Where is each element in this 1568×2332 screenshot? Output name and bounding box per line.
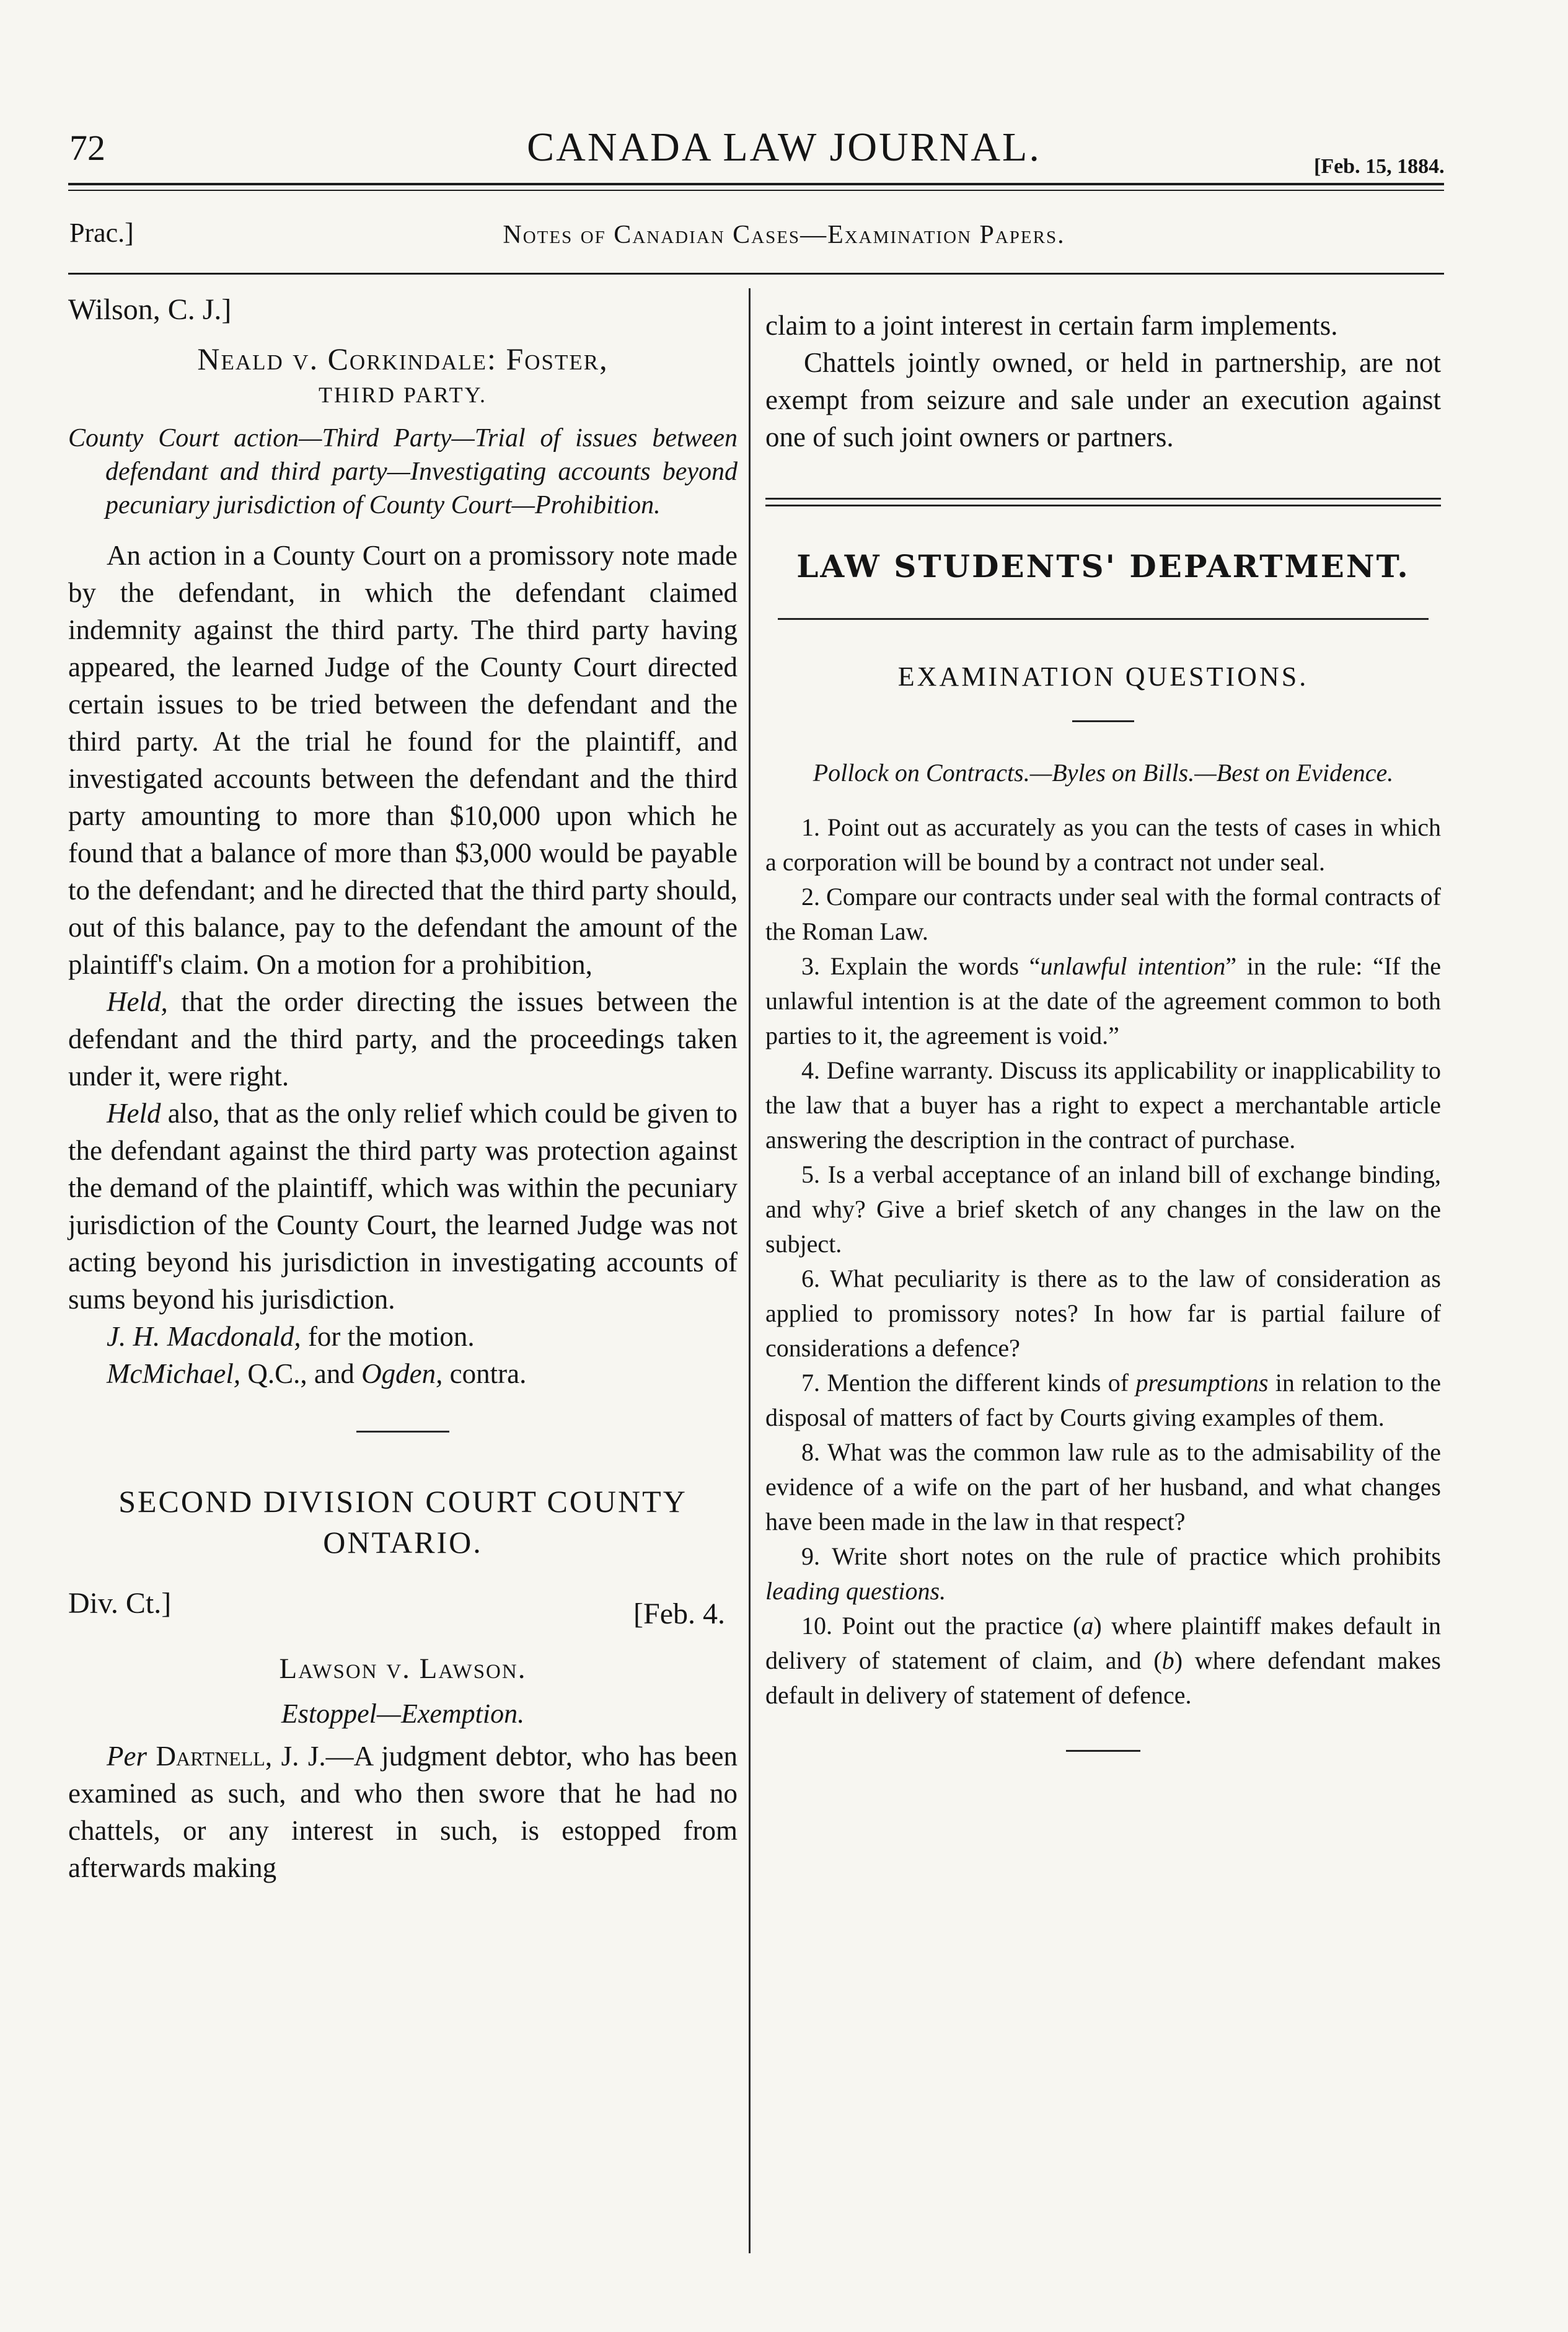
question-4: 4. Define warranty. Discuss its applicability or inapplicability to the law that a buyer has a right to expect a merchantable article answering the description in the contract of purchase. bbox=[765, 1056, 1441, 1154]
question-5: 5. Is a verbal acceptance of an inland bill of exchange binding, and why? Give a brief sketch of any changes in the law on the subject. bbox=[765, 1160, 1441, 1258]
exemption-rule: Chattels jointly owned, or held in partnership, are not exempt from seizure and sale under an execution against one of such joint owners or partners. bbox=[765, 347, 1441, 453]
question-text: 9. Write short notes on the rule of practice which prohibits bbox=[801, 1542, 1441, 1570]
issue-date: [Feb. 15, 1884. bbox=[1314, 155, 1445, 178]
court-title-line-2: ONTARIO. bbox=[323, 1525, 483, 1560]
question-2: 2. Compare our contracts under seal with the formal contracts of the Roman Law. bbox=[765, 883, 1441, 945]
counsel-name: McMichael, bbox=[107, 1358, 241, 1389]
counsel-line-2 bbox=[68, 1355, 738, 1392]
question-text: 10. Point out the practice ( bbox=[801, 1612, 1081, 1640]
held-paragraph-2 bbox=[68, 1095, 738, 1318]
question-text-mid: ) where plaintiff makes default in delivery of statement of claim, and ( bbox=[765, 1612, 1441, 1674]
division-court-row bbox=[68, 1569, 738, 1650]
per-judge: Dartnell, J. J. bbox=[146, 1741, 326, 1772]
counsel-name-2: Ogden, bbox=[361, 1358, 443, 1389]
held-paragraph-1 bbox=[68, 983, 738, 1095]
department-title: LAW STUDENTS' DEPARTMENT. bbox=[796, 548, 1410, 585]
question-text-end: in relation to the disposal of matters of fact by Courts giving examples of them. bbox=[765, 1369, 1441, 1431]
counsel-text: Q.C., and bbox=[240, 1358, 362, 1389]
section-rule bbox=[68, 273, 1444, 275]
counsel-text: for the motion. bbox=[301, 1321, 475, 1352]
end-separator bbox=[1066, 1750, 1140, 1752]
held-text: that the order directing the issues between the defendant and the third party, and the proceedings taken under it, were right. bbox=[68, 986, 738, 1092]
question-8: 8. What was the common law rule as to the admisability of the evidence of a wife on the part of her husband, and what changes have been made in the law in that respect? bbox=[765, 1438, 1441, 1535]
question-text-end: ) where defendant makes default in delivery of statement of defence. bbox=[765, 1646, 1441, 1709]
case-title: Neald v. Corkindale: Foster, bbox=[197, 342, 609, 376]
question-7 bbox=[765, 1366, 1441, 1435]
division-court-date: [Feb. 4. bbox=[633, 1597, 725, 1630]
examination-title: EXAMINATION QUESTIONS. bbox=[897, 661, 1309, 692]
department-double-rule bbox=[765, 498, 1441, 506]
division-case-body bbox=[68, 1738, 738, 1886]
case-subtitle: THIRD PARTY. bbox=[319, 382, 487, 407]
question-text-end: ” in the rule: “If the unlawful intention is at the date of the agreement common to both parties to it, the agreement is void.” bbox=[765, 952, 1442, 1049]
column-divider bbox=[749, 288, 751, 2253]
section-label: Prac.] bbox=[69, 218, 134, 248]
per-lead: Per bbox=[107, 1741, 147, 1772]
court-title-line-1: SECOND DIVISION COURT COUNTY bbox=[118, 1484, 687, 1519]
case-body: An action in a County Court on a promissory note made by the defendant, in which the defendant claimed indemnity against the third party. The third party having appeared, the learned Judge of the County Court directed certain issues to be tried between the defendant and the third party. At the trial he found for the plaintiff, and investigated accounts between the defendant and the third party amounting to more than $10,000 upon which he found that a balance of more than $3,000 would be payable to the defendant; and he directed that the third party should, out of this balance, pay to the defendant the amount of the plaintiff's claim. On a motion for a prohibition, bbox=[68, 540, 738, 980]
question-10 bbox=[765, 1609, 1441, 1713]
examination-subject: Pollock on Contracts.—Byles on Bills.—Best on Evidence. bbox=[813, 759, 1394, 787]
per-text: —A judgment debtor, who has been examined as such, and who then swore that he had no chattels, or any interest in such, is estopped from afterwards making bbox=[68, 1741, 738, 1883]
question-6: 6. What peculiarity is there as to the law of consideration as applied to promissory notes? In how far is partial failure of considerations a defence? bbox=[765, 1265, 1441, 1362]
held-lead: Held, bbox=[107, 986, 168, 1017]
question-9 bbox=[765, 1539, 1441, 1609]
division-case-subject: Estoppel—Exemption. bbox=[281, 1698, 525, 1729]
department-rule bbox=[778, 618, 1429, 620]
continued-text: claim to a joint interest in certain farm implements. bbox=[765, 310, 1338, 341]
question-emphasis: presumptions bbox=[1135, 1369, 1269, 1397]
left-column bbox=[68, 291, 738, 1886]
held-lead: Held bbox=[107, 1098, 161, 1129]
question-1: 1. Point out as accurately as you can the tests of cases in which a corporation will be bound by a contract not under seal. bbox=[765, 813, 1441, 876]
section-heading: Notes of Canadian Cases—Examination Papers. bbox=[503, 221, 1065, 249]
page-number: 72 bbox=[69, 128, 105, 168]
case-headnote: County Court action—Third Party—Trial of issues between defendant and third party—Investigating accounts beyond pecuniary jurisdiction of County Court—Prohibition. bbox=[68, 424, 738, 519]
journal-title: CANADA LAW JOURNAL. bbox=[527, 125, 1041, 170]
division-court-label: Div. Ct.] bbox=[68, 1587, 172, 1620]
header-rule-thin bbox=[68, 190, 1444, 191]
right-column bbox=[765, 307, 1441, 1752]
question-text: 7. Mention the different kinds of bbox=[801, 1369, 1136, 1397]
counsel-text-end: contra. bbox=[443, 1358, 527, 1389]
counsel-name: J. H. Macdonald, bbox=[107, 1321, 301, 1352]
case-separator bbox=[356, 1431, 449, 1433]
examination-separator bbox=[1072, 720, 1134, 722]
held-text: also, that as the only relief which could be given to the defendant against the third party was protection against the demand of the plaintiff, which was within the pecuniary jurisdiction of the County Court, the learned Judge was not acting beyond his jurisdiction in investigating accounts of sums beyond his jurisdiction. bbox=[68, 1098, 738, 1315]
question-emphasis: unlawful intention bbox=[1040, 952, 1226, 980]
division-case-title: Lawson v. Lawson. bbox=[279, 1653, 527, 1685]
question-emphasis: leading questions. bbox=[765, 1577, 946, 1605]
header-rule-top bbox=[68, 183, 1444, 185]
counsel-line-1 bbox=[68, 1318, 738, 1355]
question-emphasis-b: b bbox=[1161, 1646, 1174, 1674]
question-3 bbox=[765, 949, 1441, 1053]
question-emphasis-a: a bbox=[1081, 1612, 1094, 1640]
judge-name: Wilson, C. J.] bbox=[68, 293, 232, 326]
question-text: 3. Explain the words “ bbox=[801, 952, 1041, 980]
